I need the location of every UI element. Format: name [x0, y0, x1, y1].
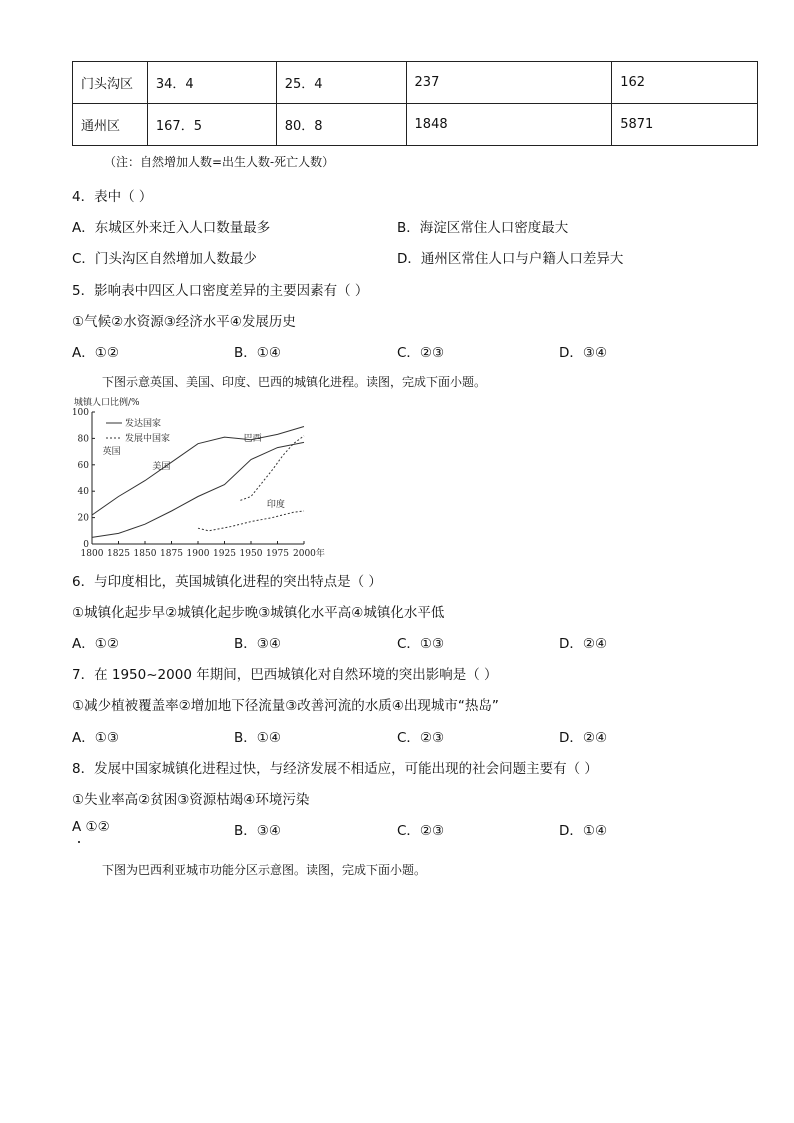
x-tick-label: 1825 — [107, 549, 130, 559]
q8-stem: 8．发展中国家城镇化进程过快，与经济发展不相适应，可能出现的社会问题主要有（ ） — [72, 761, 598, 777]
q4-option-d[interactable]: D．通州区常住人口与户籍人口差异大 — [397, 251, 624, 267]
population-table — [72, 61, 758, 146]
q6-option-c[interactable]: C．①③ — [397, 636, 445, 652]
table-cell: 25．4 — [276, 62, 406, 104]
table-cell: 1848 — [406, 104, 612, 146]
q6-option-d[interactable]: D．②④ — [559, 636, 608, 652]
q7-stem: 7．在 1950~2000 年期间，巴西城镇化对自然环境的突出影响是（ ） — [72, 667, 498, 683]
q5-stem: 5．影响表中四区人口密度差异的主要因素有（ ） — [72, 283, 369, 299]
series-label: 巴西 — [243, 434, 262, 445]
x-tick-label: 1975 — [266, 549, 289, 559]
table-cell: 5871 — [612, 104, 758, 146]
x-tick-label: 1925 — [213, 549, 236, 559]
x-tick-label: 1900 — [186, 549, 210, 559]
x-tick-label: 1800 — [80, 549, 104, 559]
series-label: 英国 — [102, 447, 121, 458]
x-tick-label: 2000年 — [293, 549, 325, 559]
chart-legend — [106, 417, 170, 444]
q7-option-d[interactable]: D．②④ — [559, 730, 608, 746]
y-tick-label: 60 — [77, 460, 89, 471]
q7-option-b[interactable]: B．①④ — [234, 730, 281, 746]
y-axis-label: 城镇人口比例/% — [74, 398, 140, 408]
q7-option-a[interactable]: A．①③ — [72, 730, 119, 746]
y-tick-label: 20 — [77, 513, 89, 524]
series-label: 美国 — [152, 461, 171, 472]
table-cell: 门头沟区 — [73, 62, 148, 104]
table-cell: 167．5 — [147, 104, 276, 146]
q6-option-b[interactable]: B．③④ — [234, 636, 281, 652]
q5-items: ①气候②水资源③经济水平④发展历史 — [72, 314, 296, 330]
stray-mark — [78, 841, 80, 843]
y-tick-label: 80 — [77, 434, 89, 445]
legend-label-developing: 发展中国家 — [125, 434, 171, 444]
q4-option-c[interactable]: C．门头沟区自然增加人数最少 — [72, 251, 257, 267]
q4-option-b[interactable]: B．海淀区常住人口密度最大 — [397, 220, 569, 236]
legend-label-developed: 发达国家 — [125, 419, 162, 429]
q4-stem: 4．表中（ ） — [72, 189, 153, 205]
y-tick-label: 100 — [72, 408, 89, 418]
table-row — [73, 104, 758, 146]
y-tick-label: 40 — [77, 487, 89, 498]
series-line-1 — [92, 442, 304, 537]
q5-option-d[interactable]: D．③④ — [559, 345, 608, 361]
q5-option-a[interactable]: A．①② — [72, 345, 119, 361]
q7-items: ①减少植被覆盖率②增加地下径流量③改善河流的水质④出现城市“热岛” — [72, 698, 499, 714]
q8-option-d[interactable]: D．①④ — [559, 823, 608, 839]
q7-option-c[interactable]: C．②③ — [397, 730, 445, 746]
q8-items: ①失业率高②贫困③资源枯竭④环境污染 — [72, 792, 310, 808]
series-line-2 — [240, 436, 304, 501]
series-label: 印度 — [266, 500, 285, 511]
series-line-3 — [198, 511, 304, 531]
table-note: （注：自然增加人数=出生人数-死亡人数） — [104, 155, 335, 169]
q8-option-c[interactable]: C．②③ — [397, 823, 445, 839]
q8-option-a[interactable]: A ①② — [72, 819, 110, 835]
q6-items: ①城镇化起步早②城镇化起步晚③城镇化水平高④城镇化水平低 — [72, 605, 445, 621]
x-tick-label: 1875 — [160, 549, 183, 559]
q8-option-b[interactable]: B．③④ — [234, 823, 281, 839]
table-cell: 80．8 — [276, 104, 406, 146]
table-cell: 34．4 — [147, 62, 276, 104]
q5-option-b[interactable]: B．①④ — [234, 345, 281, 361]
chart-intro: 下图示意英国、美国、印度、巴西的城镇化进程。读图，完成下面小题。 — [102, 375, 487, 389]
table-cell: 237 — [406, 62, 612, 104]
x-tick-label: 1850 — [133, 549, 157, 559]
q4-option-a[interactable]: A．东城区外来迁入人口数量最多 — [72, 220, 271, 236]
q5-option-c[interactable]: C．②③ — [397, 345, 445, 361]
table-row — [73, 62, 758, 104]
urbanization-chart — [72, 394, 342, 562]
q6-option-a[interactable]: A．①② — [72, 636, 119, 652]
y-tick-label: 0 — [83, 540, 89, 550]
x-tick-label: 1950 — [239, 549, 263, 559]
table-cell: 通州区 — [73, 104, 148, 146]
map-intro: 下图为巴西利亚城市功能分区示意图。读图，完成下面小题。 — [102, 863, 427, 877]
q6-stem: 6．与印度相比，英国城镇化进程的突出特点是（ ） — [72, 574, 382, 590]
table-cell: 162 — [612, 62, 758, 104]
